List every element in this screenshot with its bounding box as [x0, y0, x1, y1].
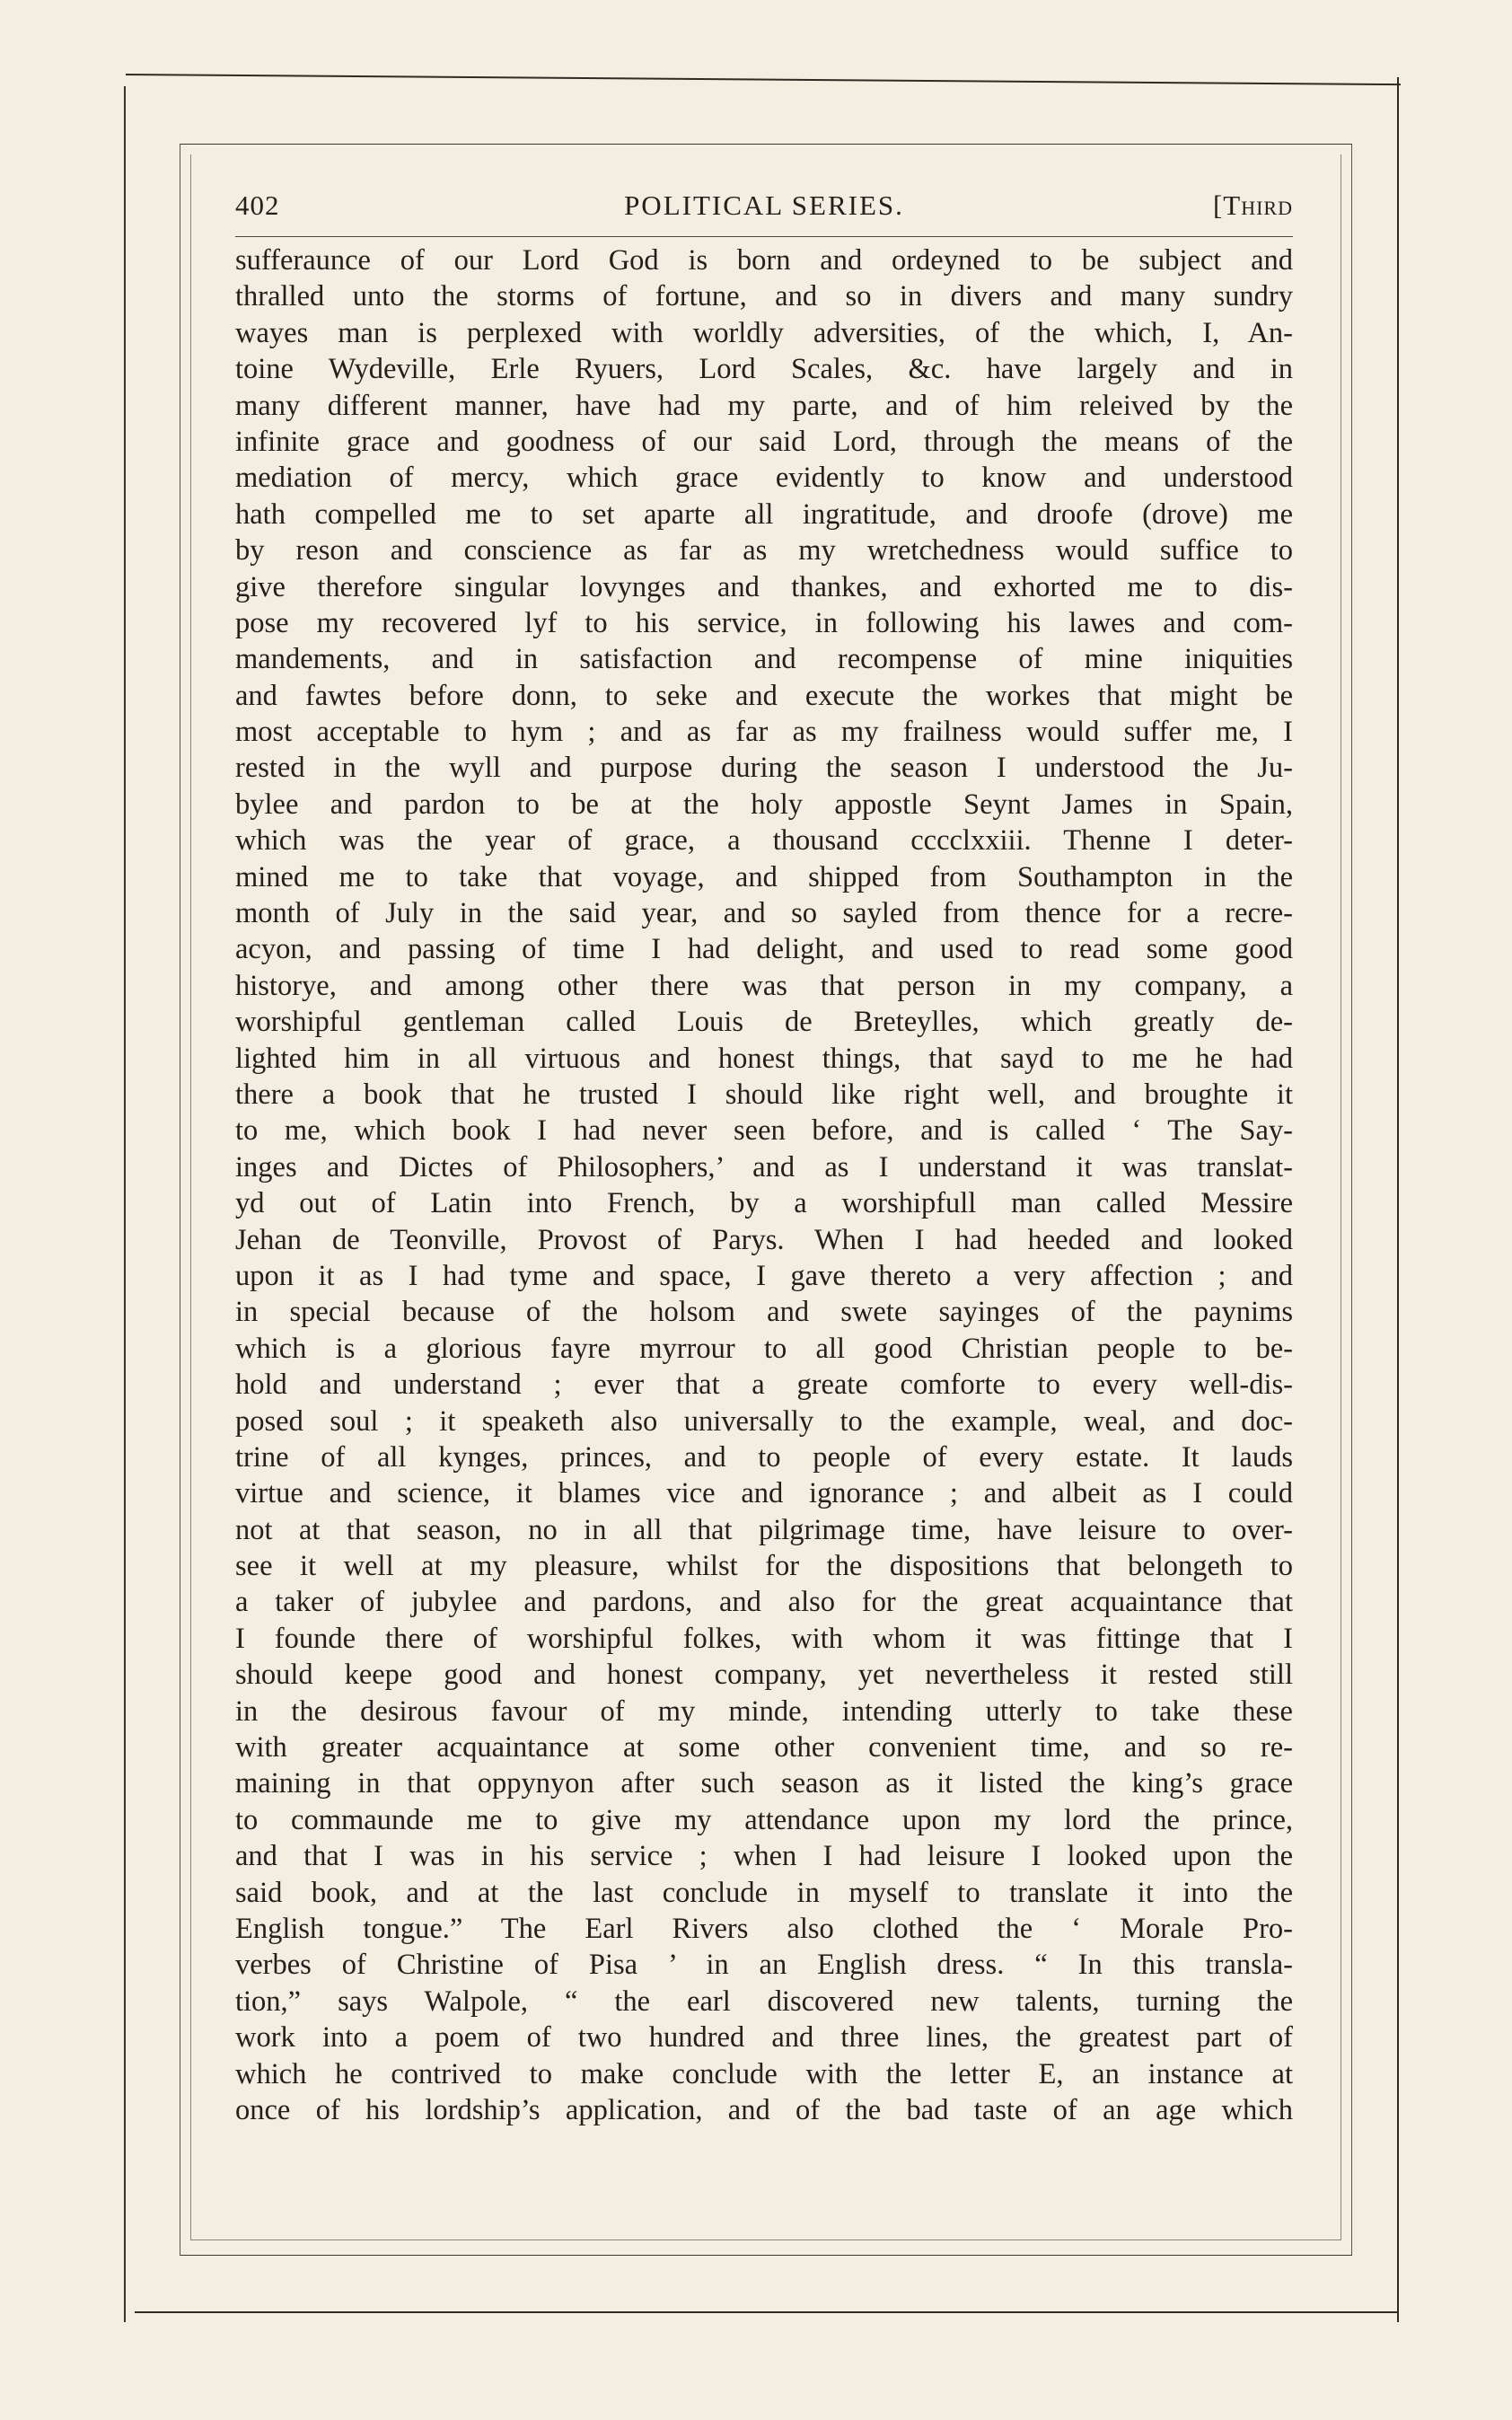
- text-line: sufferaunce of our Lord God is born and ordeyned to be subject and: [235, 244, 1293, 277]
- text-line: infinite grace and goodness of our said Lord, through the means of the: [235, 425, 1293, 458]
- running-head: [235, 184, 1293, 229]
- text-line: toine Wydeville, Erle Ryuers, Lord Scales, &c. have largely and in: [235, 353, 1293, 386]
- text-line: a taker of jubylee and pardons, and also for the great acquaintance that: [235, 1586, 1293, 1619]
- text-line: pose my recovered lyf to his service, in following his lawes and com-: [235, 606, 1293, 639]
- text-line: hath compelled me to set aparte all ingratitude, and droofe (drove) me: [235, 497, 1293, 531]
- text-line: hold and understand ; ever that a greate comforte to every well-dis-: [235, 1368, 1293, 1402]
- scan-edge-bottom: [135, 2311, 1399, 2313]
- text-line: there a book that he trusted I should like right well, and broughte it: [235, 1078, 1293, 1111]
- text-line: historye, and among other there was that person in my company, a: [235, 969, 1293, 1002]
- text-line: which is a glorious fayre myrrour to all good Christian people to be-: [235, 1332, 1293, 1365]
- text-line: with greater acquaintance at some other convenient time, and so re-: [235, 1731, 1293, 1764]
- text-line: should keepe good and honest company, yet nevertheless it rested still: [235, 1659, 1293, 1692]
- text-line: thralled unto the storms of fortune, and so in divers and many sundry: [235, 280, 1293, 313]
- header-rule: [235, 236, 1293, 237]
- text-line: which he contrived to make conclude with the letter E, an instance at: [235, 2057, 1293, 2090]
- text-line: worshipful gentleman called Louis de Breteylles, which greatly de-: [235, 1006, 1293, 1039]
- text-line: work into a poem of two hundred and three lines, the greatest part of: [235, 2021, 1293, 2055]
- scan-edge-left: [124, 86, 126, 2322]
- text-line: maining in that oppynyon after such season as it listed the king’s grace: [235, 1767, 1293, 1800]
- text-line: most acceptable to hym ; and as far as my frailness would suffer me, I: [235, 716, 1293, 749]
- text-line: mined me to take that voyage, and shipped from Southampton in the: [235, 860, 1293, 893]
- text-line: not at that season, no in all that pilgrimage time, have leisure to over-: [235, 1513, 1293, 1546]
- text-line: verbes of Christine of Pisa ’ in an English dress. “ In this transla-: [235, 1949, 1293, 1982]
- text-line: Jehan de Teonville, Provost of Parys. When I had heeded and looked: [235, 1223, 1293, 1256]
- text-line: yd out of Latin into French, by a worshipfull man called Messire: [235, 1187, 1293, 1220]
- text-line: and that I was in his service ; when I had leisure I looked upon the: [235, 1840, 1293, 1873]
- text-line: many different manner, have had my parte, and of him releived by the: [235, 389, 1293, 422]
- text-line: mandements, and in satisfaction and recompense of mine iniquities: [235, 643, 1293, 676]
- text-line: rested in the wyll and purpose during the season I understood the Ju-: [235, 752, 1293, 785]
- part-label: [Third: [1212, 189, 1293, 221]
- text-line: said book, and at the last conclude in myself to translate it into the: [235, 1876, 1293, 1909]
- text-line: in the desirous favour of my minde, intending utterly to take these: [235, 1694, 1293, 1728]
- text-line: once of his lordship’s application, and of the bad taste of an age which: [235, 2093, 1293, 2126]
- text-line: in special because of the holsom and swete sayinges of the paynims: [235, 1296, 1293, 1329]
- text-line: trine of all kynges, princes, and to people of every estate. It lauds: [235, 1440, 1293, 1474]
- text-line: to me, which book I had never seen before, and is called ‘ The Say-: [235, 1114, 1293, 1148]
- scan-edge-right: [1397, 77, 1399, 2322]
- text-line: virtue and science, it blames vice and ignorance ; and albeit as I could: [235, 1477, 1293, 1510]
- body-text: [235, 242, 1293, 2128]
- scan-edge-top: [126, 74, 1401, 85]
- text-line: mediation of mercy, which grace evidently to know and understood: [235, 462, 1293, 495]
- text-line: posed soul ; it speaketh also universally to the example, weal, and doc-: [235, 1404, 1293, 1438]
- text-line: see it well at my pleasure, whilst for the dispositions that belongeth to: [235, 1550, 1293, 1583]
- text-line: lighted him in all virtuous and honest things, that sayd to me he had: [235, 1042, 1293, 1075]
- text-line: inges and Dictes of Philosophers,’ and as I understand it was translat-: [235, 1150, 1293, 1184]
- text-line: tion,” says Walpole, “ the earl discovered new talents, turning the: [235, 1984, 1293, 2018]
- text-line: acyon, and passing of time I had delight, and used to read some good: [235, 933, 1293, 966]
- text-line: wayes man is perplexed with worldly adversities, of the which, I, An-: [235, 316, 1293, 349]
- text-line: and fawtes before donn, to seke and execute the workes that might be: [235, 679, 1293, 712]
- text-line: month of July in the said year, and so sayled from thence for a recre-: [235, 897, 1293, 930]
- page-number: 402: [235, 189, 280, 221]
- text-line: which was the year of grace, a thousand cccclxxiii. Thenne I deter-: [235, 824, 1293, 858]
- text-line: upon it as I had tyme and space, I gave thereto a very affection ; and: [235, 1259, 1293, 1292]
- text-line: to commaunde me to give my attendance upon my lord the prince,: [235, 1803, 1293, 1836]
- text-line: bylee and pardon to be at the holy appostle Seynt James in Spain,: [235, 788, 1293, 821]
- text-line: I founde there of worshipful folkes, with whom it was fittinge that I: [235, 1622, 1293, 1655]
- text-line: English tongue.” The Earl Rivers also clothed the ‘ Morale Pro-: [235, 1912, 1293, 1945]
- text-line: give therefore singular lovynges and thankes, and exhorted me to dis-: [235, 570, 1293, 603]
- series-title: POLITICAL SERIES.: [624, 189, 904, 221]
- text-line: by reson and conscience as far as my wretchedness would suffice to: [235, 534, 1293, 568]
- book-page: [235, 184, 1293, 2128]
